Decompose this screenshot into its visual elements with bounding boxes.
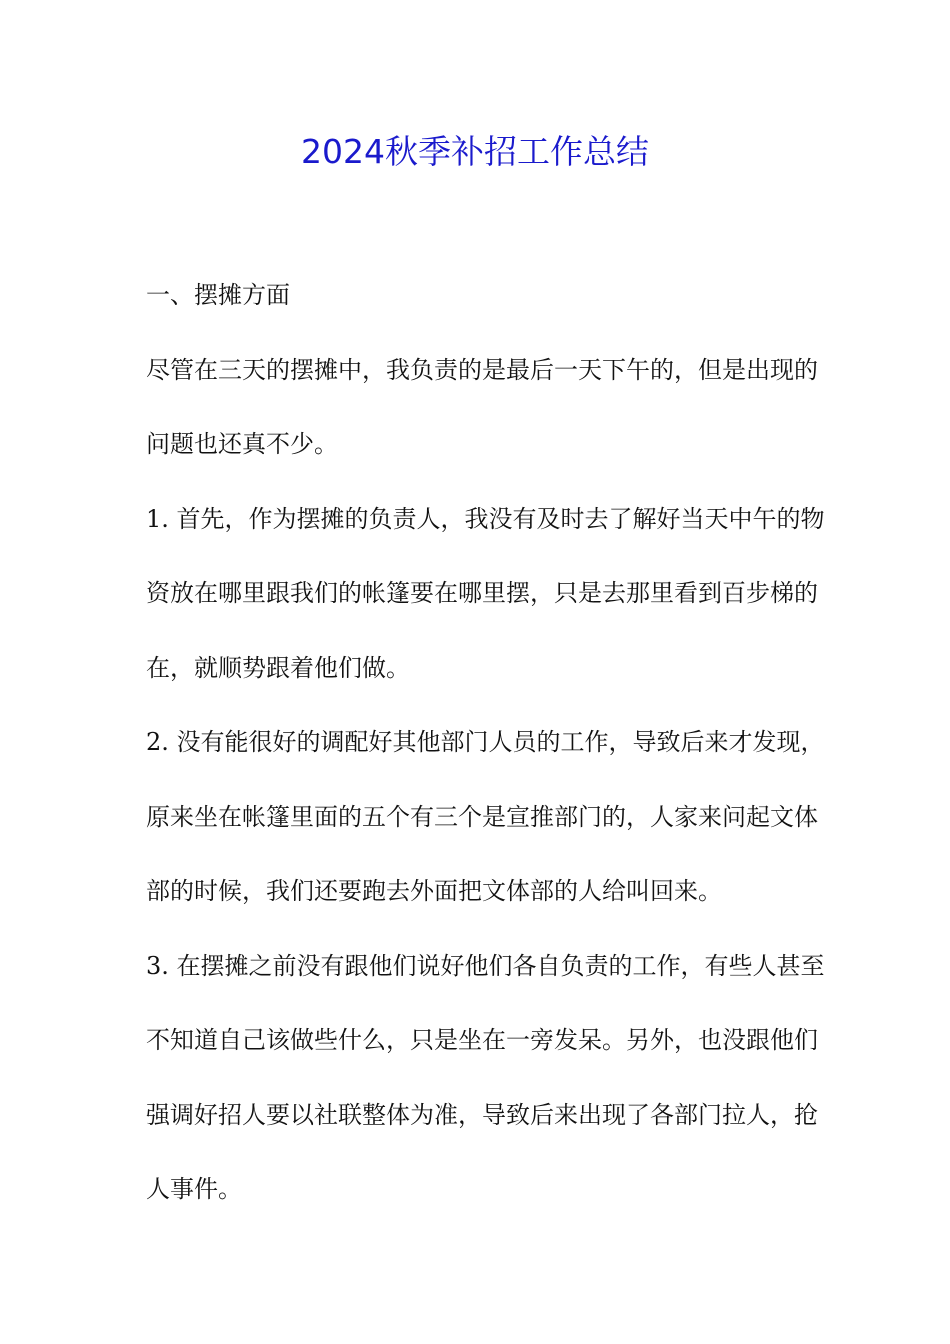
paragraph-item-3: 3. 在摆摊之前没有跟他们说好他们各自负责的工作，有些人甚至不知道自己该做些什么，只是坐在一旁发呆。另外，也没跟他们强调好招人要以社联整体为准，导致后来出现了各部门拉人，抢人事件。 [146, 951, 825, 1203]
paragraph-item-2: 2. 没有能很好的调配好其他部门人员的工作，导致后来才发现，原来坐在帐篷里面的五个有三个是宣推部门的，人家来问起文体部的时候，我们还要跑去外面把文体部的人给叫回来。 [146, 728, 825, 905]
paragraph-item-1: 1. 首先，作为摆摊的负责人，我没有及时去了解好当天中午的物资放在哪里跟我们的帐篷要在哪里摆，只是去那里看到百步梯的在，就顺势跟着他们做。 [146, 504, 825, 682]
document-body [146, 258, 836, 1227]
document-title: 2024秋季补招工作总结 [301, 132, 649, 171]
paragraph-intro: 尽管在三天的摆摊中，我负责的是最后一天下午的，但是出现的问题也还真不少。 [146, 355, 818, 458]
section-heading: 一、摆摊方面 [146, 281, 290, 309]
